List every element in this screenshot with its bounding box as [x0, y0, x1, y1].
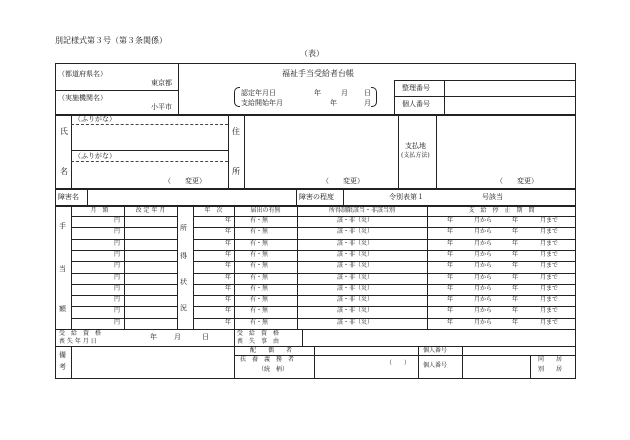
- row-year: 年: [225, 217, 232, 224]
- row-to-y: 年: [512, 239, 519, 247]
- row-to-y: 年: [512, 228, 519, 236]
- row-from-y: 年: [447, 318, 454, 326]
- addr-char-2: 所: [232, 167, 240, 176]
- row-presence: 有・無: [250, 307, 269, 315]
- row-to-y: 年: [512, 250, 519, 258]
- row-to-m: 月まで: [540, 228, 559, 236]
- row-from-m: 月から: [474, 318, 493, 326]
- row-status: 該・非（災）: [337, 239, 374, 247]
- row-presence: 有・無: [250, 250, 269, 258]
- row-from-m: 月から: [474, 273, 493, 281]
- header-monthly: 月 額: [90, 207, 109, 214]
- row-status: 該・非（災）: [337, 318, 374, 326]
- elig-line-2: 喪 失 年 月 日: [59, 338, 97, 345]
- header-revision: 改 定 年 月: [135, 207, 166, 214]
- allowance-side-1: 当: [59, 265, 66, 273]
- unit-yen: 円: [114, 284, 121, 292]
- unit-yen: 円: [114, 296, 121, 304]
- row-status: 該・非（災）: [337, 296, 374, 304]
- row-status: 該・非（災）: [337, 273, 374, 281]
- addr-char-1: 住: [232, 127, 240, 136]
- name-change: （ 変更）: [164, 177, 206, 185]
- disability-label: 障害名: [58, 193, 79, 201]
- row-presence: 有・無: [250, 318, 269, 326]
- row-year: 年: [225, 262, 232, 270]
- row-from-m: 月から: [474, 284, 493, 292]
- table-label: 令別表第１: [389, 193, 424, 201]
- header-limit: 所得制限該当・非該当別: [328, 207, 395, 214]
- spouse-label: 配 偶 者: [250, 347, 293, 354]
- pref-value: 東京都: [151, 79, 172, 87]
- name-char-2: 名: [60, 167, 68, 176]
- row-year: 年: [225, 250, 232, 258]
- elig-line-1: 受 給 資 格: [59, 330, 102, 337]
- allowance-table: [55, 206, 576, 330]
- item-label: 号該当: [482, 193, 503, 201]
- pay-start-label: 支給開始年月: [241, 99, 283, 107]
- personal-no-supporter: 個人番号: [423, 362, 448, 369]
- income-side-1: 得: [180, 252, 187, 260]
- unit-yen: 円: [114, 239, 121, 247]
- row-to-m: 月まで: [540, 273, 559, 281]
- row-presence: 有・無: [250, 228, 269, 236]
- row-presence: 有・無: [250, 239, 269, 247]
- row-year: 年: [225, 296, 232, 304]
- supporter-label: 扶 養 義 務 者: [240, 356, 295, 363]
- row-from-m: 月から: [474, 296, 493, 304]
- ledger-title: 福祉手当受給者台帳: [282, 69, 354, 78]
- cohab-label: 同 居: [538, 356, 563, 363]
- separate-label: 別 居: [538, 366, 563, 373]
- unit-yen: 円: [114, 307, 121, 315]
- cert-d: 日: [364, 89, 371, 97]
- row-presence: 有・無: [250, 296, 269, 304]
- row-year: 年: [225, 273, 232, 281]
- header-year: 年 次: [204, 207, 223, 214]
- row-to-m: 月まで: [540, 307, 559, 315]
- row-year: 年: [225, 228, 232, 236]
- degree-label: 障害の程度: [299, 193, 334, 201]
- payee-label: 支払地: [405, 142, 426, 150]
- remarks-char-2: 考: [59, 363, 66, 371]
- row-from-m: 月から: [474, 250, 493, 258]
- cert-m: 月: [341, 89, 348, 97]
- bracket-left: [234, 87, 240, 107]
- relation-label: （続 柄）: [258, 366, 289, 373]
- row-to-y: 年: [512, 273, 519, 281]
- addr-change: （ 変更）: [322, 177, 364, 185]
- row-status: 該・非（災）: [337, 217, 374, 224]
- row-to-y: 年: [512, 307, 519, 315]
- row-to-m: 月まで: [540, 318, 559, 326]
- row-to-y: 年: [512, 296, 519, 304]
- cert-date-label: 認定年月日: [241, 89, 276, 97]
- row-from-y: 年: [447, 307, 454, 315]
- row-status: 該・非（災）: [337, 307, 374, 315]
- row-to-y: 年: [512, 318, 519, 326]
- paren-label: （ ）: [386, 360, 411, 367]
- row-status: 該・非（災）: [337, 262, 374, 270]
- elig-y: 年: [150, 333, 157, 341]
- personal-no-label: 個人番号: [402, 100, 430, 108]
- row-from-m: 月から: [474, 228, 493, 236]
- loss-line-1: 受 給 資 格: [237, 330, 280, 337]
- agency-value: 小平市: [151, 103, 172, 111]
- row-presence: 有・無: [250, 217, 269, 224]
- row-status: 該・非（災）: [337, 284, 374, 292]
- allowance-side-2: 額: [59, 305, 66, 313]
- income-side-0: 所: [180, 224, 187, 232]
- payee-sub: (支払方法): [401, 152, 430, 159]
- unit-yen: 円: [114, 273, 121, 281]
- unit-yen: 円: [114, 217, 121, 224]
- row-status: 該・非（災）: [337, 250, 374, 258]
- row-from-m: 月から: [474, 239, 493, 247]
- row-presence: 有・無: [250, 262, 269, 270]
- row-to-m: 月まで: [540, 250, 559, 258]
- unit-yen: 円: [114, 250, 121, 258]
- start-m: 月: [364, 99, 371, 107]
- income-side-3: 況: [180, 304, 187, 312]
- cert-y: 年: [314, 89, 321, 97]
- row-from-m: 月から: [474, 217, 493, 224]
- personal-no-field[interactable]: [445, 97, 575, 115]
- remarks-char-1: 備: [59, 351, 66, 359]
- unit-yen: 円: [114, 318, 121, 326]
- elig-m: 月: [174, 333, 181, 341]
- allowance-side-0: 手: [59, 222, 66, 230]
- ledger-no-label: 整理番号: [402, 84, 430, 92]
- row-from-y: 年: [447, 228, 454, 236]
- row-from-y: 年: [447, 296, 454, 304]
- row-to-m: 月まで: [540, 239, 559, 247]
- header-filing: 届出の有無: [250, 207, 281, 214]
- row-presence: 有・無: [250, 273, 269, 281]
- pref-label: （都道府県名）: [58, 70, 107, 78]
- furigana-2: （ふりがな）: [74, 152, 116, 160]
- bracket-right: [371, 87, 377, 107]
- payee-change: （ 変更）: [496, 177, 538, 185]
- row-presence: 有・無: [250, 284, 269, 292]
- personal-no-spouse: 個人番号: [423, 347, 448, 354]
- agency-label: （実施機関名）: [58, 94, 107, 102]
- row-from-m: 月から: [474, 262, 493, 270]
- row-to-m: 月まで: [540, 296, 559, 304]
- start-y: 年: [330, 99, 337, 107]
- row-year: 年: [225, 307, 232, 315]
- row-from-y: 年: [447, 217, 454, 224]
- row-from-y: 年: [447, 262, 454, 270]
- row-from-y: 年: [447, 250, 454, 258]
- ledger-no-field[interactable]: [445, 80, 575, 95]
- unit-yen: 円: [114, 262, 121, 270]
- name-char-1: 氏: [60, 127, 68, 136]
- income-side-2: 状: [180, 278, 187, 286]
- loss-line-2: 喪 失 事 由: [237, 338, 280, 345]
- furigana-1: （ふりがな）: [74, 115, 116, 123]
- row-year: 年: [225, 318, 232, 326]
- row-to-m: 月まで: [540, 217, 559, 224]
- unit-yen: 円: [114, 228, 121, 236]
- row-year: 年: [225, 284, 232, 292]
- row-to-y: 年: [512, 284, 519, 292]
- row-from-m: 月から: [474, 307, 493, 315]
- header-suspension: 支 給 停 止 期 間: [468, 207, 535, 214]
- row-to-y: 年: [512, 217, 519, 224]
- row-status: 該・非（災）: [337, 228, 374, 236]
- row-from-y: 年: [447, 273, 454, 281]
- side-label: （表）: [300, 49, 324, 58]
- bottom-box: [55, 329, 576, 379]
- row-year: 年: [225, 239, 232, 247]
- form-label: 別記様式第３号（第３条関係）: [55, 36, 167, 45]
- row-to-m: 月まで: [540, 262, 559, 270]
- elig-d: 日: [202, 333, 209, 341]
- row-from-y: 年: [447, 239, 454, 247]
- row-to-m: 月まで: [540, 284, 559, 292]
- row-to-y: 年: [512, 262, 519, 270]
- row-from-y: 年: [447, 284, 454, 292]
